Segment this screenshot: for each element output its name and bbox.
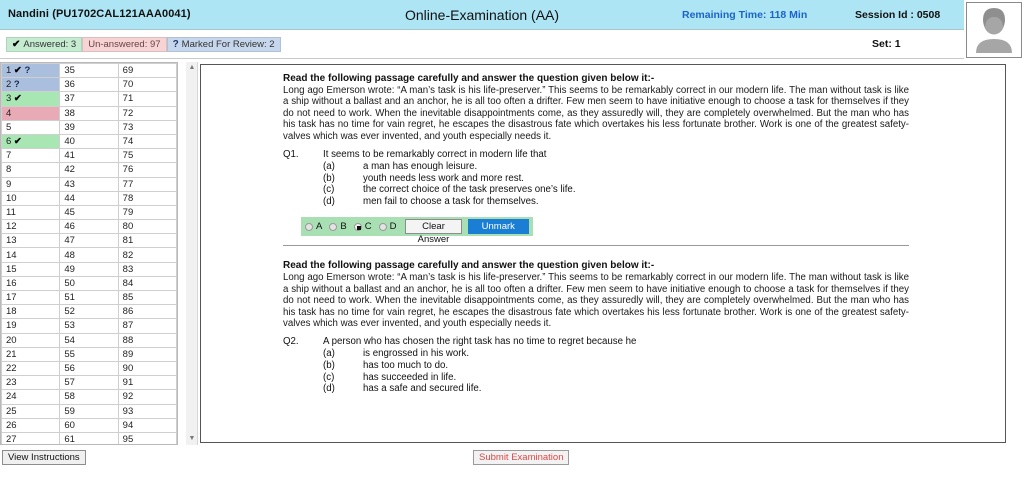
question-number: 6 [6,136,12,148]
question-grid-cell-43[interactable] [60,177,118,191]
option-row[interactable] [323,196,909,208]
question-number: 12 [6,221,17,233]
question-number: 74 [122,136,134,148]
question-number: 27 [6,433,17,445]
question-grid-row [2,205,177,219]
question-grid-cell-40[interactable] [60,134,118,148]
vertical-scrollbar[interactable] [186,62,198,445]
question-number: 41 [64,150,75,162]
question-grid-row [2,220,177,234]
question-number: 14 [6,249,17,261]
question-grid-cell-23[interactable] [2,376,60,390]
option-text: has a safe and secured life. [363,383,482,395]
set-label: Set: 1 [872,38,901,50]
question-number: 52 [64,306,75,318]
question-grid-cell-61[interactable] [60,432,118,445]
question-number: 20 [6,334,17,346]
question-grid-cell-83[interactable] [118,262,176,276]
option-row[interactable] [323,383,909,395]
remaining-time: Remaining Time: 118 Min [682,9,808,21]
question-grid-row [2,291,177,305]
question-number: 21 [6,348,17,360]
question-number: 70 [122,79,134,91]
question-grid-cell-41[interactable] [60,149,118,163]
answer-option-b[interactable] [329,221,346,232]
check-icon: ✔ [11,93,22,105]
question-number: 38 [64,107,75,119]
question-number: 58 [64,391,75,403]
question-2-row [283,336,909,347]
question-grid-cell-24[interactable] [2,390,60,404]
question-grid-cell-74[interactable] [118,134,176,148]
question-grid-cell-57[interactable] [60,376,118,390]
answer-radio-group [305,221,403,232]
question-grid-row [2,305,177,319]
question-grid-row [2,92,177,106]
question-grid-cell-17[interactable] [2,291,60,305]
option-key: (b) [323,360,335,372]
session-id: Session Id : 0508 [855,9,941,21]
question-number: 89 [122,348,134,360]
question-1-label: Q1. [283,149,299,161]
option-key: (d) [323,195,335,207]
passage-text: Long ago Emerson wrote: “A man’s task is his life-preserver.” This seems to be remarkably correct in our modern life. The man without task is like a ship without a ballast and an anchor, he is all too often a drifter. Few men seem to have initiative enough to choose a task for themselves if they do not need to work. When the inevitable disappointments come, as they assuredly will, they are completely overwhelmed. But the man who has his task has no time for vain regret, he escapes the disastrous fate which overtakes his less fortunate brother. Work is one of the greatest safety-valves which was ever invented, and youth especially needs it. [283,85,909,142]
question-grid-row [2,134,177,148]
question-mark-icon: ? [11,79,20,91]
question-number: 17 [6,292,17,304]
question-number: 43 [64,178,75,190]
question-number: 84 [122,277,134,289]
question-number: 75 [122,150,134,162]
question-grid-cell-44[interactable] [60,191,118,205]
question-divider [283,245,909,246]
question-number: 9 [6,178,12,190]
question-number: 78 [122,192,134,204]
question-number: 79 [122,206,134,218]
question-grid-cell-69[interactable] [118,64,176,78]
scroll-up-icon[interactable]: ▲ [188,64,196,71]
question-grid [1,63,177,445]
option-row[interactable] [323,360,909,372]
question-grid-row [2,404,177,418]
question-grid-row [2,347,177,361]
question-number: 23 [6,377,17,389]
question-number: 4 [6,107,12,119]
question-number: 15 [6,263,17,275]
question-grid-cell-12[interactable] [2,220,60,234]
passage-heading: Read the following passage carefully and answer the question given below it:- [283,260,655,272]
question-number: 54 [64,334,75,346]
option-row[interactable] [323,372,909,384]
legend-marked-label: Marked For Review: 2 [181,39,275,50]
question-grid-cell-39[interactable] [60,120,118,134]
question-number: 7 [6,150,12,162]
question-grid-cell-48[interactable] [60,248,118,262]
question-grid-row [2,319,177,333]
question-grid-row [2,163,177,177]
question-grid-cell-6[interactable] [2,134,60,148]
question-grid-cell-86[interactable] [118,305,176,319]
option-text: the correct choice of the task preserves one’s life. [363,184,576,196]
question-number: 88 [122,334,134,346]
question-number: 8 [6,164,12,176]
question-grid-cell-15[interactable] [2,262,60,276]
question-number: 56 [64,363,75,375]
question-number: 86 [122,306,134,318]
question-grid-cell-91[interactable] [118,376,176,390]
question-grid-row [2,262,177,276]
question-number: 18 [6,306,17,318]
question-2-options [283,348,909,394]
question-number: 57 [64,377,75,389]
legend-answered [6,37,82,52]
question-grid-row [2,333,177,347]
question-navigation-panel[interactable] [0,62,178,445]
question-number: 82 [122,249,134,261]
option-key: (a) [323,348,335,360]
check-icon: ✔ [11,65,22,77]
header-bar [0,0,964,30]
question-grid-cell-73[interactable] [118,120,176,134]
question-grid-cell-87[interactable] [118,319,176,333]
question-number: 39 [64,121,75,133]
question-1-text: It seems to be remarkably correct in modern life that [323,149,547,161]
question-grid-cell-51[interactable] [60,291,118,305]
user-avatar-icon [972,7,1016,53]
question-number: 37 [64,93,75,105]
question-grid-row [2,78,177,92]
question-grid-cell-70[interactable] [118,78,176,92]
avatar [966,2,1022,58]
question-number: 3 [6,93,12,105]
question-grid-cell-93[interactable] [118,404,176,418]
question-number: 11 [6,206,16,218]
question-grid-cell-95[interactable] [118,432,176,445]
content-area [186,62,1024,445]
radio-b-icon[interactable] [329,223,337,231]
question-grid-cell-19[interactable] [2,319,60,333]
question-number: 26 [6,419,17,431]
question-number: 45 [64,206,75,218]
option-text: has too much to do. [363,360,449,372]
question-number: 36 [64,79,75,91]
question-grid-cell-78[interactable] [118,191,176,205]
question-number: 90 [122,363,134,375]
question-grid-cell-71[interactable] [118,92,176,106]
question-number: 87 [122,320,134,332]
candidate-name: Nandini (PU1702CAL121AAA0041) [8,8,191,20]
question-grid-cell-27[interactable] [2,432,60,445]
question-grid-cell-14[interactable] [2,248,60,262]
question-grid-cell-10[interactable] [2,191,60,205]
question-grid-cell-2[interactable] [2,78,60,92]
question-grid-row [2,120,177,134]
question-number: 16 [6,277,17,289]
option-text: a man has enough leisure. [363,161,478,173]
question-number: 60 [64,419,75,431]
question-number: 47 [64,235,75,247]
answer-toolbar [301,217,533,246]
radio-c-icon[interactable] [354,223,362,231]
question-number: 53 [64,320,75,332]
status-strip [0,31,964,59]
question-number: 76 [122,164,134,176]
question-number: 55 [64,348,75,360]
question-grid-cell-52[interactable] [60,305,118,319]
question-grid-cell-25[interactable] [2,404,60,418]
question-2-text: A person who has chosen the right task has no time to regret because he [323,336,637,348]
question-number: 69 [122,65,134,77]
question-mark-icon: ? [172,39,179,50]
answer-option-a[interactable] [305,221,322,232]
option-row[interactable] [323,161,909,173]
question-grid-cell-92[interactable] [118,390,176,404]
option-text: men fail to choose a task for themselves. [363,195,539,207]
check-icon: ✔ [12,39,21,50]
question-grid-row [2,177,177,191]
question-grid-row [2,234,177,248]
option-key: (c) [323,184,335,196]
question-number: 2 [6,79,12,91]
radio-a-icon[interactable] [305,223,313,231]
question-number: 40 [64,136,75,148]
answer-option-d[interactable] [379,221,397,232]
radio-d-icon[interactable] [379,223,387,231]
question-1-row [283,149,909,160]
question-grid-cell-26[interactable] [2,418,60,432]
question-number: 22 [6,363,17,375]
question-grid-cell-21[interactable] [2,347,60,361]
question-grid-row [2,276,177,290]
question-grid-row [2,361,177,375]
question-grid-cell-82[interactable] [118,248,176,262]
question-number: 44 [64,192,75,204]
question-number: 61 [64,433,75,445]
question-2-label: Q2. [283,336,299,348]
question-grid-cell-56[interactable] [60,361,118,375]
view-instructions-button[interactable]: View Instructions [2,450,86,465]
radio-d-label: D [389,221,397,233]
question-grid-cell-60[interactable] [60,418,118,432]
option-text: is engrossed in his work. [363,348,470,360]
option-row[interactable] [323,184,909,196]
question-number: 5 [6,121,12,133]
question-number: 72 [122,107,134,119]
question-number: 24 [6,391,17,403]
question-block-1 [201,65,1005,252]
question-grid-cell-89[interactable] [118,347,176,361]
question-grid-cell-8[interactable] [2,163,60,177]
question-content-panel [200,64,1006,443]
question-grid-row [2,106,177,120]
question-grid-row [2,149,177,163]
question-grid-cell-13[interactable] [2,234,60,248]
question-grid-cell-53[interactable] [60,319,118,333]
question-grid-cell-54[interactable] [60,333,118,347]
question-number: 83 [122,263,134,275]
question-grid-cell-7[interactable] [2,149,60,163]
question-grid-cell-22[interactable] [2,361,60,375]
option-row[interactable] [323,173,909,185]
question-grid-cell-81[interactable] [118,234,176,248]
question-number: 42 [64,164,75,176]
footer-bar [0,446,1024,489]
option-key: (a) [323,161,335,173]
legend [6,37,281,52]
question-grid-cell-59[interactable] [60,404,118,418]
question-number: 1 [6,65,12,77]
legend-marked-review [167,37,281,52]
question-number: 50 [64,277,75,289]
question-grid-cell-1[interactable] [2,64,60,78]
question-number: 10 [6,192,17,204]
radio-c-label: C [364,221,372,233]
question-number: 95 [122,433,134,445]
question-grid-cell-84[interactable] [118,276,176,290]
question-block-2 [201,252,1005,400]
option-key: (d) [323,383,335,395]
page-title: Online-Examination (AA) [404,7,560,23]
question-number: 35 [64,65,75,77]
question-number: 81 [122,235,134,247]
question-grid-cell-77[interactable] [118,177,176,191]
question-number: 19 [6,320,17,332]
question-grid-cell-47[interactable] [60,234,118,248]
question-grid-cell-3[interactable] [2,92,60,106]
question-number: 94 [122,419,134,431]
option-row[interactable] [323,348,909,360]
passage-heading: Read the following passage carefully and answer the question given below it:- [283,73,655,84]
question-mark-icon: ? [21,65,31,77]
passage-text: Long ago Emerson wrote: “A man’s task is his life-preserver.” This seems to be remarkably correct in our modern life. The man without task is like a ship without a ballast and an anchor, he is all too often a drifter. Few men seem to have initiative enough to choose a task for themselves if they do not need to work. When the inevitable disappointments come, as they assuredly will, they are completely overwhelmed. But the man who has his task has no time for vain regret, he escapes the disastrous fate which overtakes his less fortunate brother. Work is one of the greatest safety-valves which was ever invented, and youth especially needs it. [283,272,909,330]
question-grid-row [2,418,177,432]
question-number: 80 [122,221,134,233]
question-1-options [283,161,909,207]
question-number: 25 [6,405,17,417]
question-number: 49 [64,263,75,275]
question-grid-row [2,432,177,445]
question-grid-cell-85[interactable] [118,291,176,305]
question-grid-cell-16[interactable] [2,276,60,290]
question-grid-cell-49[interactable] [60,262,118,276]
question-grid-cell-90[interactable] [118,361,176,375]
question-grid-cell-55[interactable] [60,347,118,361]
radio-a-label: A [316,221,323,233]
question-grid-cell-88[interactable] [118,333,176,347]
question-grid-cell-42[interactable] [60,163,118,177]
question-number: 71 [122,93,134,105]
question-grid-row [2,390,177,404]
question-grid-cell-36[interactable] [60,78,118,92]
question-number: 59 [64,405,75,417]
submit-examination-button[interactable]: Submit Examination [473,450,569,465]
question-grid-row [2,191,177,205]
legend-unanswered [82,37,166,52]
question-grid-cell-72[interactable] [118,106,176,120]
question-number: 93 [122,405,134,417]
question-number: 13 [6,235,17,247]
unmark-button[interactable]: Unmark [468,219,529,234]
question-number: 85 [122,292,134,304]
option-key: (c) [323,371,335,383]
legend-unanswered-label: Un-answered: 97 [88,39,161,50]
question-number: 73 [122,121,134,133]
question-grid-cell-11[interactable] [2,205,60,219]
question-grid-cell-4[interactable] [2,106,60,120]
check-icon: ✔ [11,136,22,148]
question-number: 92 [122,391,134,403]
question-number: 77 [122,178,134,190]
question-grid-cell-35[interactable] [60,64,118,78]
question-grid-cell-45[interactable] [60,205,118,219]
question-grid-cell-38[interactable] [60,106,118,120]
question-number: 51 [64,292,75,304]
question-grid-row [2,64,177,78]
question-grid-cell-18[interactable] [2,305,60,319]
clear-answer-button[interactable]: Clear Answer [405,219,461,234]
question-number: 48 [64,249,75,261]
answer-option-c[interactable] [354,221,372,232]
legend-answered-label: Answered: 3 [23,39,77,50]
question-grid-cell-5[interactable] [2,120,60,134]
question-grid-cell-20[interactable] [2,333,60,347]
question-grid-cell-75[interactable] [118,149,176,163]
question-grid-cell-50[interactable] [60,276,118,290]
question-grid-cell-76[interactable] [118,163,176,177]
scroll-down-icon[interactable]: ▼ [188,435,196,442]
question-grid-cell-37[interactable] [60,92,118,106]
question-grid-cell-80[interactable] [118,220,176,234]
question-grid-cell-94[interactable] [118,418,176,432]
question-number: 91 [122,377,134,389]
question-grid-cell-9[interactable] [2,177,60,191]
option-text: youth needs less work and more rest. [363,172,524,184]
radio-b-label: B [340,221,347,233]
option-key: (b) [323,172,335,184]
question-grid-cell-79[interactable] [118,205,176,219]
question-grid-cell-58[interactable] [60,390,118,404]
question-grid-row [2,376,177,390]
question-number: 46 [64,221,75,233]
question-grid-row [2,248,177,262]
question-grid-cell-46[interactable] [60,220,118,234]
option-text: has succeeded in life. [363,371,457,383]
